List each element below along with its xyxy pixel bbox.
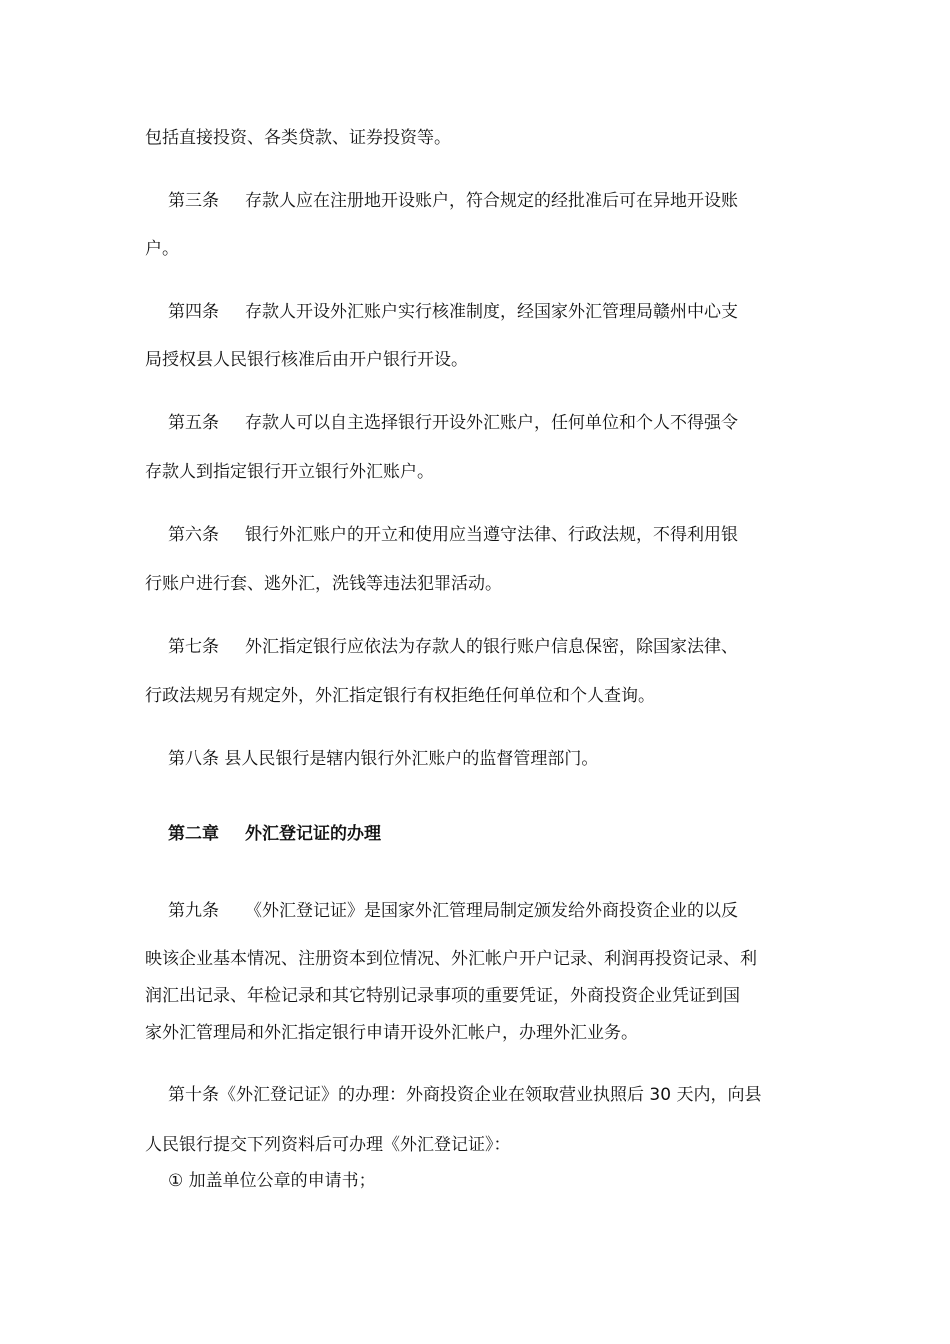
article-text: 存款人开设外汇账户实行核准制度，经国家外汇管理局赣州中心支	[245, 302, 738, 322]
article-6-line-1	[168, 524, 810, 546]
article-label: 第七条	[168, 637, 219, 657]
article-9-line-2: 映该企业基本情况、注册资本到位情况、外汇帐户开户记录、利润再投资记录、利	[145, 949, 757, 969]
article-10-line-2: 人民银行提交下列资料后可办理《外汇登记证》：	[145, 1135, 511, 1155]
list-item: ① 加盖单位公章的申请书；	[168, 1171, 376, 1191]
article-label: 第六条	[168, 525, 219, 545]
article-9-line-1	[168, 900, 810, 922]
article-6-line-2: 行账户进行套、逃外汇，洗钱等违法犯罪活动。	[145, 574, 502, 594]
article-3-line-1	[168, 190, 810, 212]
article-3-line-2: 户。	[145, 239, 179, 259]
article-text: 存款人可以自主选择银行开设外汇账户，任何单位和个人不得强令	[245, 413, 738, 433]
article-10-line-1: 第十条《外汇登记证》的办理：外商投资企业在领取营业执照后 30 天内，向县	[168, 1085, 762, 1105]
article-label: 第九条	[168, 901, 219, 921]
chapter-label: 第二章	[168, 824, 219, 844]
article-5-line-1	[168, 412, 810, 434]
article-text: 银行外汇账户的开立和使用应当遵守法律、行政法规，不得利用银	[245, 525, 738, 545]
chapter-heading	[168, 823, 810, 845]
article-5-line-2: 存款人到指定银行开立银行外汇账户。	[145, 462, 434, 482]
article-text: 《外汇登记证》是国家外汇管理局制定颁发给外商投资企业的以反	[245, 901, 738, 921]
article-7-line-1	[168, 636, 810, 658]
article-text: 存款人应在注册地开设账户，符合规定的经批准后可在异地开设账	[245, 191, 738, 211]
article-label: 第三条	[168, 191, 219, 211]
paragraph-line: 包括直接投资、各类贷款、证券投资等。	[145, 128, 451, 148]
article-7-line-2: 行政法规另有规定外，外汇指定银行有权拒绝任何单位和个人查询。	[145, 686, 655, 706]
article-8: 第八条 县人民银行是辖内银行外汇账户的监督管理部门。	[168, 749, 599, 769]
article-9-line-4: 家外汇管理局和外汇指定银行申请开设外汇帐户，办理外汇业务。	[145, 1023, 638, 1043]
article-9-line-3: 润汇出记录、年检记录和其它特别记录事项的重要凭证，外商投资企业凭证到国	[145, 986, 740, 1006]
chapter-title: 外汇登记证的办理	[245, 824, 381, 844]
article-4-line-2: 局授权县人民银行核准后由开户银行开设。	[145, 350, 468, 370]
article-text: 外汇指定银行应依法为存款人的银行账户信息保密，除国家法律、	[245, 637, 738, 657]
article-label: 第五条	[168, 413, 219, 433]
article-label: 第四条	[168, 302, 219, 322]
article-4-line-1	[168, 301, 810, 323]
